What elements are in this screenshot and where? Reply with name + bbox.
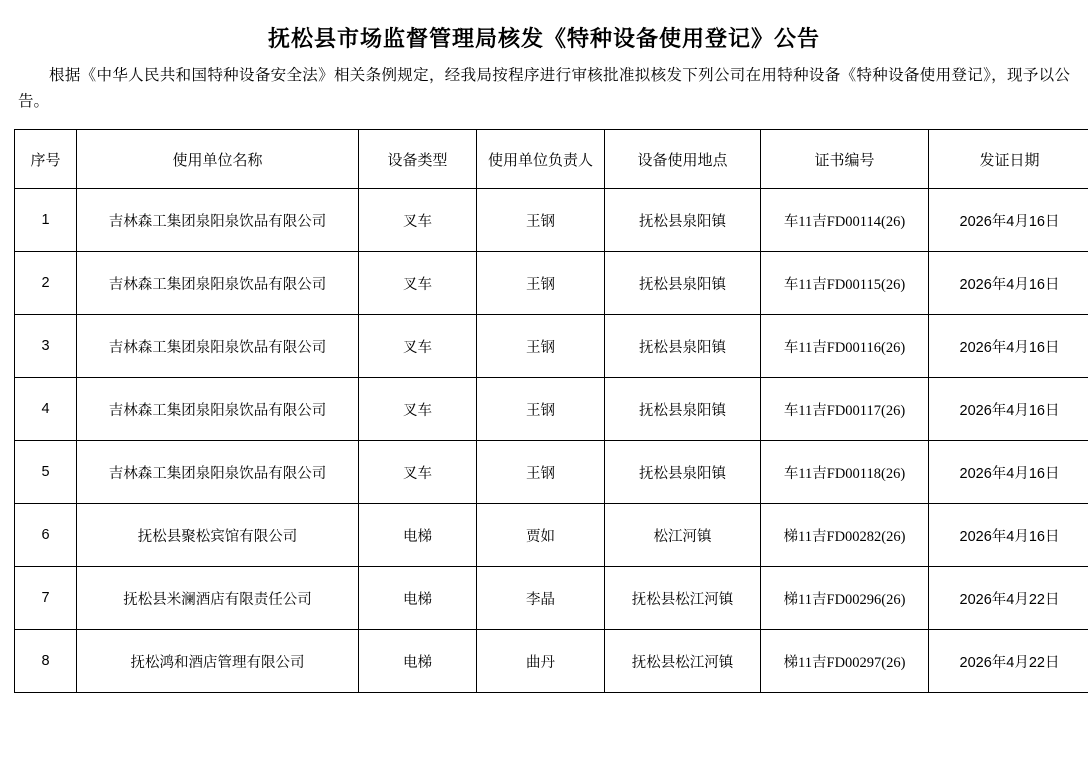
cell-type: 电梯	[359, 504, 477, 567]
cell-person: 王钢	[477, 189, 605, 252]
announcement-paragraph: 根据《中华人民共和国特种设备安全法》相关条例规定，经我局按程序进行审核批准拟核发下列公司在用特种设备《特种设备使用登记》，现予以公告。	[14, 63, 1074, 115]
cell-cert: 车11吉FD00114(26)	[761, 189, 929, 252]
cell-index: 8	[15, 630, 77, 693]
table-row	[15, 252, 1088, 315]
cell-type: 电梯	[359, 630, 477, 693]
cell-place: 抚松县泉阳镇	[605, 189, 761, 252]
cell-place: 抚松县松江河镇	[605, 630, 761, 693]
cell-date: 2026年4月22日	[929, 630, 1088, 693]
cell-cert: 梯11吉FD00282(26)	[761, 504, 929, 567]
cell-unit: 吉林森工集团泉阳泉饮品有限公司	[77, 252, 359, 315]
table-header-row	[15, 130, 1088, 189]
cell-person: 李晶	[477, 567, 605, 630]
cell-unit: 吉林森工集团泉阳泉饮品有限公司	[77, 378, 359, 441]
column-header-date: 发证日期	[929, 130, 1088, 189]
cell-place: 抚松县松江河镇	[605, 567, 761, 630]
cell-unit: 吉林森工集团泉阳泉饮品有限公司	[77, 189, 359, 252]
table-row	[15, 504, 1088, 567]
cell-unit: 抚松县聚松宾馆有限公司	[77, 504, 359, 567]
cell-type: 电梯	[359, 567, 477, 630]
cell-place: 松江河镇	[605, 504, 761, 567]
cell-unit: 抚松鸿和酒店管理有限公司	[77, 630, 359, 693]
table-row	[15, 315, 1088, 378]
table-body	[15, 189, 1088, 693]
cell-person: 贾如	[477, 504, 605, 567]
cell-place: 抚松县泉阳镇	[605, 441, 761, 504]
cell-index: 7	[15, 567, 77, 630]
cell-cert: 车11吉FD00116(26)	[761, 315, 929, 378]
column-header-unit: 使用单位名称	[77, 130, 359, 189]
column-header-index: 序号	[15, 130, 77, 189]
cell-index: 1	[15, 189, 77, 252]
cell-person: 曲丹	[477, 630, 605, 693]
cell-unit: 吉林森工集团泉阳泉饮品有限公司	[77, 441, 359, 504]
cell-person: 王钢	[477, 441, 605, 504]
cell-index: 4	[15, 378, 77, 441]
cell-date: 2026年4月16日	[929, 504, 1088, 567]
cell-date: 2026年4月22日	[929, 567, 1088, 630]
cell-date: 2026年4月16日	[929, 252, 1088, 315]
column-header-place: 设备使用地点	[605, 130, 761, 189]
cell-date: 2026年4月16日	[929, 315, 1088, 378]
cell-place: 抚松县泉阳镇	[605, 378, 761, 441]
cell-cert: 车11吉FD00115(26)	[761, 252, 929, 315]
cell-type: 叉车	[359, 441, 477, 504]
page-title: 抚松县市场监督管理局核发《特种设备使用登记》公告	[14, 22, 1074, 53]
cell-date: 2026年4月16日	[929, 189, 1088, 252]
cell-index: 5	[15, 441, 77, 504]
cell-index: 2	[15, 252, 77, 315]
cell-place: 抚松县泉阳镇	[605, 315, 761, 378]
cell-place: 抚松县泉阳镇	[605, 252, 761, 315]
column-header-person: 使用单位负责人	[477, 130, 605, 189]
column-header-type: 设备类型	[359, 130, 477, 189]
cell-type: 叉车	[359, 252, 477, 315]
table-row	[15, 567, 1088, 630]
table-row	[15, 630, 1088, 693]
cell-unit: 抚松县米澜酒店有限责任公司	[77, 567, 359, 630]
cell-person: 王钢	[477, 378, 605, 441]
cell-person: 王钢	[477, 252, 605, 315]
cell-date: 2026年4月16日	[929, 378, 1088, 441]
document-page	[0, 22, 1088, 693]
cell-cert: 梯11吉FD00297(26)	[761, 630, 929, 693]
cell-index: 6	[15, 504, 77, 567]
table-row	[15, 441, 1088, 504]
cell-type: 叉车	[359, 378, 477, 441]
cell-type: 叉车	[359, 189, 477, 252]
cell-person: 王钢	[477, 315, 605, 378]
equipment-registration-table	[14, 129, 1088, 693]
cell-cert: 梯11吉FD00296(26)	[761, 567, 929, 630]
table-row	[15, 378, 1088, 441]
cell-date: 2026年4月16日	[929, 441, 1088, 504]
column-header-cert: 证书编号	[761, 130, 929, 189]
cell-index: 3	[15, 315, 77, 378]
cell-unit: 吉林森工集团泉阳泉饮品有限公司	[77, 315, 359, 378]
cell-type: 叉车	[359, 315, 477, 378]
cell-cert: 车11吉FD00118(26)	[761, 441, 929, 504]
cell-cert: 车11吉FD00117(26)	[761, 378, 929, 441]
table-row	[15, 189, 1088, 252]
